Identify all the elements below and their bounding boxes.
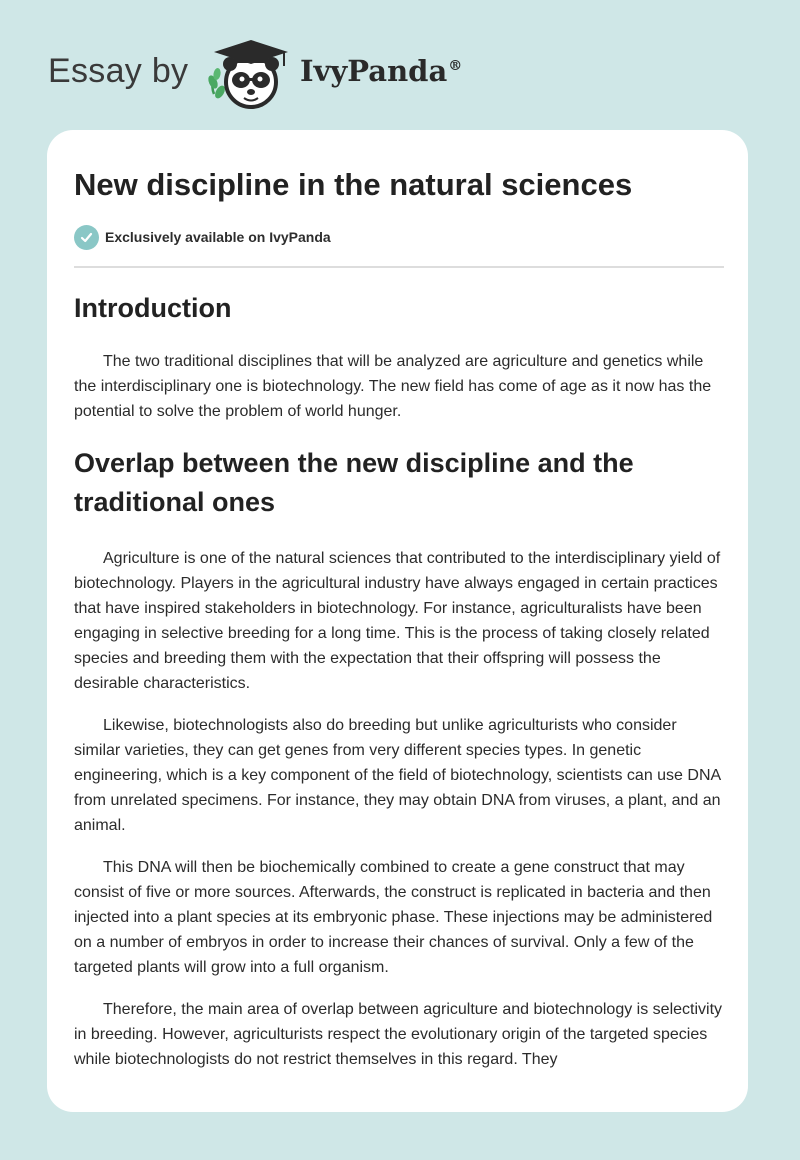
- paragraph: This DNA will then be biochemically combined to create a gene construct that may consist of five or more sources. Afterwards, the construct is replicated in bacteria and then injected into a plant species at its embryonic phase. These injections may be administered on a number of embryos in order to increase their chances of survival. Only a few of the targeted plants will grow into a full organism.: [74, 859, 713, 976]
- registered-mark: ®: [448, 58, 463, 75]
- brand-name-text: IvyPanda: [300, 54, 448, 88]
- brand-header[interactable]: [48, 30, 508, 110]
- checkmark-icon: [80, 231, 93, 244]
- paragraph: Likewise, biotechnologists also do breeding but unlike agriculturists who consider similar varieties, they can get genes from very different species types. In genetic engineering, which is a key component of the field of biotechnology, scientists can use DNA from unrelated specimens. For instance, they may obtain DNA from viruses, a plant, and an animal.: [74, 717, 721, 834]
- paragraph: The two traditional disciplines that will be analyzed are agriculture and genetics while the interdisciplinary one is biotechnology. The new field has come of age as it now has the potential to solve the problem of world hunger.: [74, 353, 712, 420]
- brand-name: [300, 54, 462, 88]
- panda-graduate-icon: [204, 36, 292, 112]
- essay-card: [47, 130, 748, 1112]
- page-title: New discipline in the natural sciences: [74, 167, 633, 202]
- paragraph: Agriculture is one of the natural sciences that contributed to the interdisciplinary yield of biotechnology. Players in the agricultural industry have always engaged in certain practices that have inspired stakeholders in biotechnology. For instance, agriculturalists have been engaging in selective breeding for a long time. This is the process of taking closely related species and breeding them with the expectation that their offspring will possess the desirable characteristics.: [74, 550, 721, 692]
- section-heading-introduction: Introduction: [74, 293, 232, 323]
- exclusive-badge: [74, 224, 724, 250]
- section-heading-overlap: Overlap between the new discipline and the traditional ones: [74, 448, 634, 517]
- title-divider: [74, 266, 724, 268]
- exclusive-badge-text: Exclusively available on IvyPanda: [105, 229, 331, 245]
- essay-content: [74, 130, 724, 1072]
- check-circle-icon: [74, 225, 99, 250]
- paragraph: Therefore, the main area of overlap between agriculture and biotechnology is selectivity in breeding. However, agriculturists respect the evolutionary origin of the targeted species while biotechnologists do not restrict themselves in this regard. They: [74, 1001, 723, 1068]
- brand-prefix: Essay by: [48, 52, 189, 90]
